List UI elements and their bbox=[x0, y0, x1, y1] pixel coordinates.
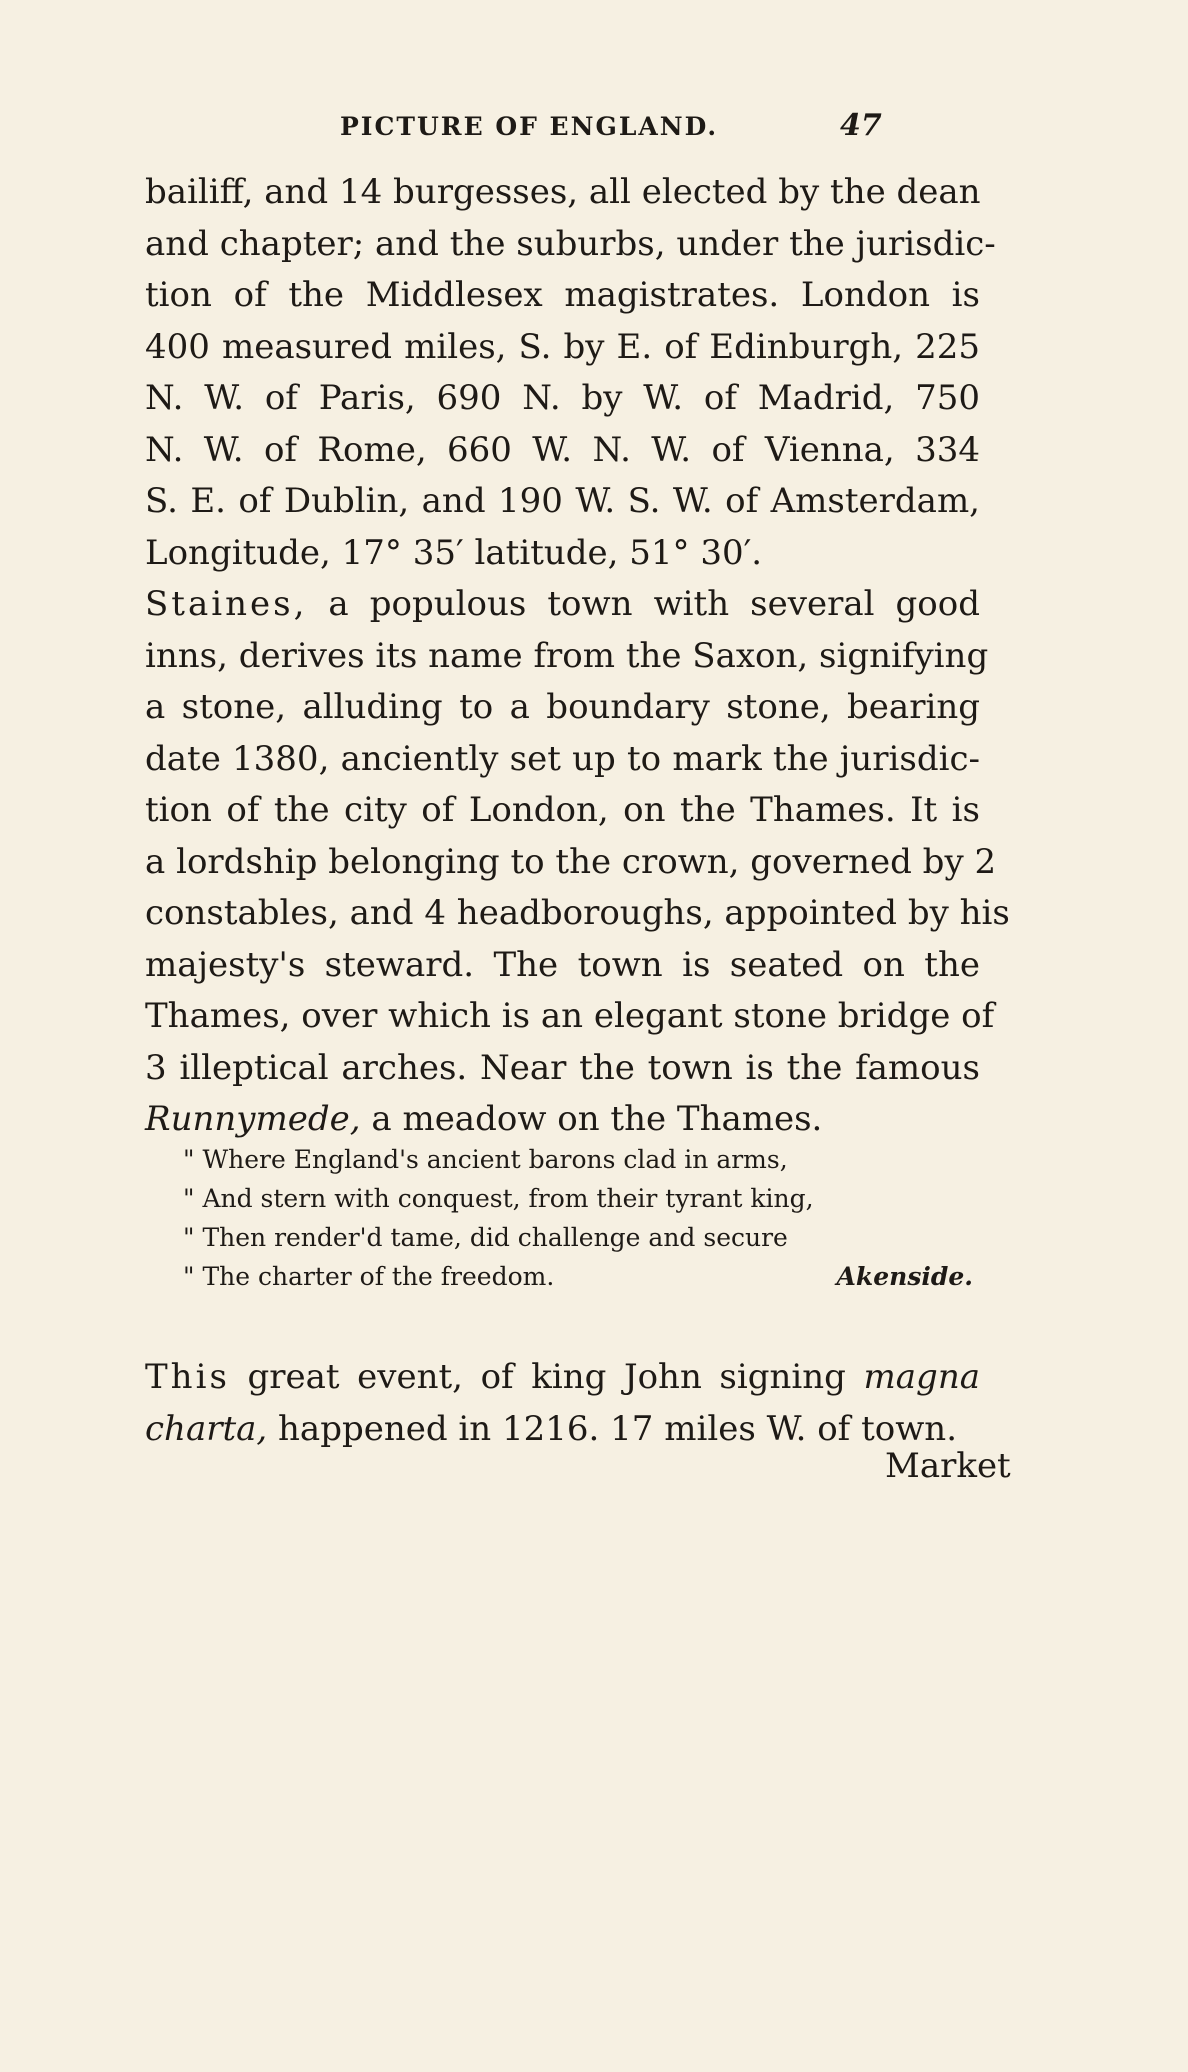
text-line: a lordship belonging to the crown, governed by 2 bbox=[145, 841, 997, 882]
text-line: 400 measured miles, S. by E. of Edinburgh, 225 bbox=[145, 326, 980, 367]
text-line bbox=[145, 1404, 980, 1456]
runnymede-italic: Runnymede, bbox=[145, 1099, 361, 1139]
text-fragment: happened in 1216. 17 miles W. of town. bbox=[267, 1408, 958, 1449]
main-text bbox=[145, 167, 1010, 1146]
poem-quotation bbox=[183, 1140, 973, 1296]
charta-italic: charta, bbox=[145, 1408, 268, 1449]
text-line: a stone, alluding to a boundary stone, bearing bbox=[145, 687, 980, 727]
text-line: majesty's steward. The town is seated on the bbox=[145, 944, 980, 985]
poem-verse: " The charter of the freedom. bbox=[183, 1262, 555, 1291]
text-line: Thames, over which is an elegant stone bridge of bbox=[145, 996, 995, 1036]
page-number: 47 bbox=[840, 108, 882, 143]
magna-charta-paragraph bbox=[145, 1352, 980, 1455]
staines-first-line: a populous town with several good bbox=[307, 584, 980, 624]
text-line: tion of the Middlesex magistrates. London is bbox=[145, 275, 980, 315]
text-line: tion of the city of London, on the Thames. It is bbox=[145, 790, 980, 830]
text-fragment: great event, of king John signing bbox=[229, 1357, 864, 1397]
text-line: date 1380, anciently set up to mark the jurisdic- bbox=[145, 738, 980, 779]
poem-verse: " Then render'd tame, did challenge and secure bbox=[183, 1223, 788, 1252]
text-line: bailiff, and 14 burgesses, all elected by the dean bbox=[145, 172, 981, 212]
text-line: and chapter; and the suburbs, under the jurisdic- bbox=[145, 223, 996, 264]
catchword: Market bbox=[885, 1446, 1011, 1486]
text-line: Longitude, 17° 35′ latitude, 51° 30′. bbox=[145, 532, 763, 573]
text-line bbox=[145, 579, 980, 631]
staines-lead-word: Staines, bbox=[145, 584, 308, 624]
poem-attribution: Akenside. bbox=[836, 1262, 973, 1291]
running-head-title: PICTURE OF ENGLAND. bbox=[340, 112, 719, 141]
text-line: constables, and 4 headboroughs, appointed by his bbox=[145, 893, 1010, 933]
text-line bbox=[145, 1094, 980, 1146]
text-line: 3 illeptical arches. Near the town is the famous bbox=[145, 1047, 980, 1088]
magna-italic: magna bbox=[863, 1357, 980, 1397]
poem-verse: " Where England's ancient barons clad in arms, bbox=[183, 1145, 788, 1174]
text-line: N. W. of Rome, 660 W. N. W. of Vienna, 334 bbox=[145, 429, 980, 470]
text-line: N. W. of Paris, 690 N. by W. of Madrid, 750 bbox=[145, 378, 980, 418]
text-line bbox=[145, 1352, 980, 1404]
runnymede-line-rest: a meadow on the Thames. bbox=[360, 1099, 823, 1139]
text-line: inns, derives its name from the Saxon, signifying bbox=[145, 635, 989, 676]
this-lead-word: This bbox=[145, 1357, 230, 1397]
text-line: S. E. of Dublin, and 190 W. S. W. of Amsterdam, bbox=[145, 481, 980, 521]
poem-verse: " And stern with conquest, from their tyrant king, bbox=[183, 1184, 814, 1213]
running-head bbox=[340, 108, 882, 143]
